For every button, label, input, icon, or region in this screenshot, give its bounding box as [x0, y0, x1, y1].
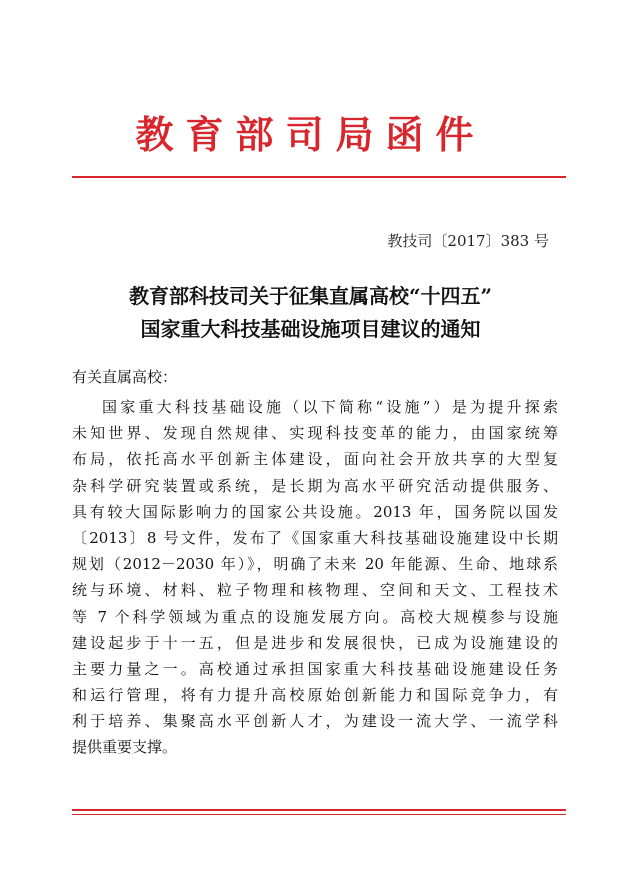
body-paragraph — [72, 394, 558, 761]
body-line: 统与环境、材料、粒子物理和核物理、空间和天文、工程技术 — [72, 581, 558, 600]
document-title — [60, 280, 561, 346]
body-line: 〔2013〕8 号文件，发布了《国家重大科技基础设施建设中长期 — [72, 528, 558, 547]
body-line: 和运行管理，将有力提升高校原始创新能力和国际竞争力，有 — [72, 686, 558, 705]
body-line: 利于培养、集聚高水平创新人才，为建设一流大学、一流学科 — [72, 712, 558, 731]
body-line: 杂科学研究装置或系统，是长期为高水平研究活动提供服务、 — [72, 476, 558, 495]
body-line: 规划（2012－2030 年）》，明确了未来 20 年能源、生命、地球系 — [72, 555, 558, 574]
body-line: 等 7 个科学领域为重点的设施发展方向。高校大规模参与设施 — [72, 607, 558, 626]
body-line: 未知世界、发现自然规律、实现科技变革的能力，由国家统筹 — [72, 424, 558, 443]
document-title-line-1: 教育部科技司关于征集直属高校“十四五” — [128, 284, 492, 308]
document-number: 教技司〔2017〕383 号 — [387, 232, 549, 250]
body-line: 具有较大国际影响力的国家公共设施。2013 年，国务院以国发 — [72, 502, 558, 521]
salutation: 有关直属高校： — [72, 368, 178, 386]
body-line: 布局，依托高水平创新主体建设，面向社会开放共享的大型复 — [72, 450, 558, 469]
document-title-line-2: 国家重大科技基础设施项目建议的通知 — [140, 317, 481, 341]
body-line: 提供重要支撑。 — [72, 738, 178, 757]
letterhead-divider — [72, 176, 566, 178]
body-line: 主要力量之一。高校通过承担国家重大科技基础设施建设任务 — [72, 659, 558, 678]
body-line: 建设起步于十一五，但是进步和发展很快，已成为设施建设的 — [72, 633, 558, 652]
letterhead-title: 教育部司局函件 — [135, 112, 486, 157]
body-line: 国家重大科技基础设施（以下简称“设施”）是为提升探索 — [102, 398, 558, 416]
footer-divider — [72, 809, 566, 811]
footer-divider-thin — [72, 814, 566, 815]
